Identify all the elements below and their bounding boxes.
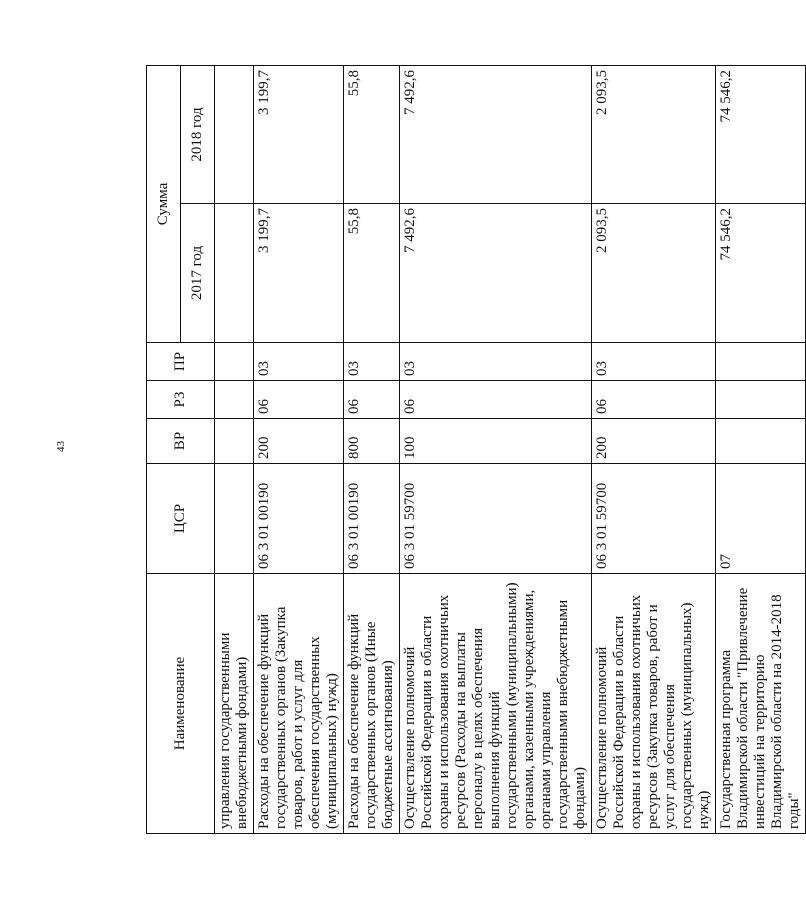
table-row [344,65,400,833]
header-pr: ПР [147,343,215,381]
cell-csr: 06 3 01 59700 [592,464,716,574]
cell-csr [215,464,254,574]
cell-rz [716,381,806,419]
table-row [400,65,592,833]
cell-pr [716,343,806,381]
cell-2018: 3 199,7 [254,65,344,203]
cell-2017: 74 546,2 [716,204,806,343]
cell-pr: 03 [400,343,592,381]
cell-rz: 06 [592,381,716,419]
cell-vr: 800 [344,419,400,464]
budget-table [146,65,806,834]
cell-csr: 06 3 01 00190 [344,464,400,574]
cell-pr: 03 [592,343,716,381]
table-row [254,65,344,833]
cell-vr [215,419,254,464]
cell-vr: 200 [254,419,344,464]
cell-2017: 7 492,6 [400,204,592,343]
header-name: Наименование [147,574,215,834]
page-number: 43 [55,441,67,452]
cell-csr: 06 3 01 59700 [400,464,592,574]
cell-name: Осуществление полномочий Российской Федерации в области охраны и использования охотничьих ресурсов (Закупка товаров, работ и услуг для обеспечения государственных (муниципальных) нужд) [592,574,716,834]
header-2017: 2017 год [181,204,215,343]
table-row [215,65,254,833]
header-2018: 2018 год [181,65,215,203]
cell-2018: 7 492,6 [400,65,592,203]
cell-name: Осуществление полномочий Российской Федерации в области охраны и использования охотничьих ресурсов (Расходы на выплаты персоналу в целях обеспечения выполнения функций государственными (муниципальными) органами, казенными учреждениями, органами управления государственными внебюджетными фондами) [400,574,592,834]
cell-2018: 55,8 [344,65,400,203]
cell-name: Расходы на обеспечение функций государственных органов (Иные бюджетные ассигнования) [344,574,400,834]
header-sum: Сумма [147,65,181,342]
cell-2018: 74 546,2 [716,65,806,203]
cell-2018 [215,65,254,203]
header-csr: ЦСР [147,464,215,574]
cell-csr: 06 3 01 00190 [254,464,344,574]
cell-2017 [215,204,254,343]
cell-rz: 06 [344,381,400,419]
cell-name: Расходы на обеспечение функций государственных органов (Закупка товаров, работ и услуг для обеспечения государственных (муниципальных) нужд) [254,574,344,834]
header-rz: РЗ [147,381,215,419]
cell-2017: 3 199,7 [254,204,344,343]
table-row [592,65,716,833]
cell-name: управления государственными внебюджетными фондами) [215,574,254,834]
cell-csr: 07 [716,464,806,574]
table-row [716,65,806,833]
cell-vr: 200 [592,419,716,464]
cell-pr: 03 [254,343,344,381]
cell-vr [716,419,806,464]
cell-name: Государственная программа Владимирской области "Привлечение инвестиций на территорию Владимирской области на 2014-2018 годы" [716,574,806,834]
cell-rz [215,381,254,419]
cell-rz: 06 [254,381,344,419]
cell-2017: 55,8 [344,204,400,343]
cell-2017: 2 093,5 [592,204,716,343]
budget-table-rotated [146,66,802,834]
cell-pr: 03 [344,343,400,381]
cell-rz: 06 [400,381,592,419]
cell-2018: 2 093,5 [592,65,716,203]
cell-vr: 100 [400,419,592,464]
header-vr: ВР [147,419,215,464]
cell-pr [215,343,254,381]
